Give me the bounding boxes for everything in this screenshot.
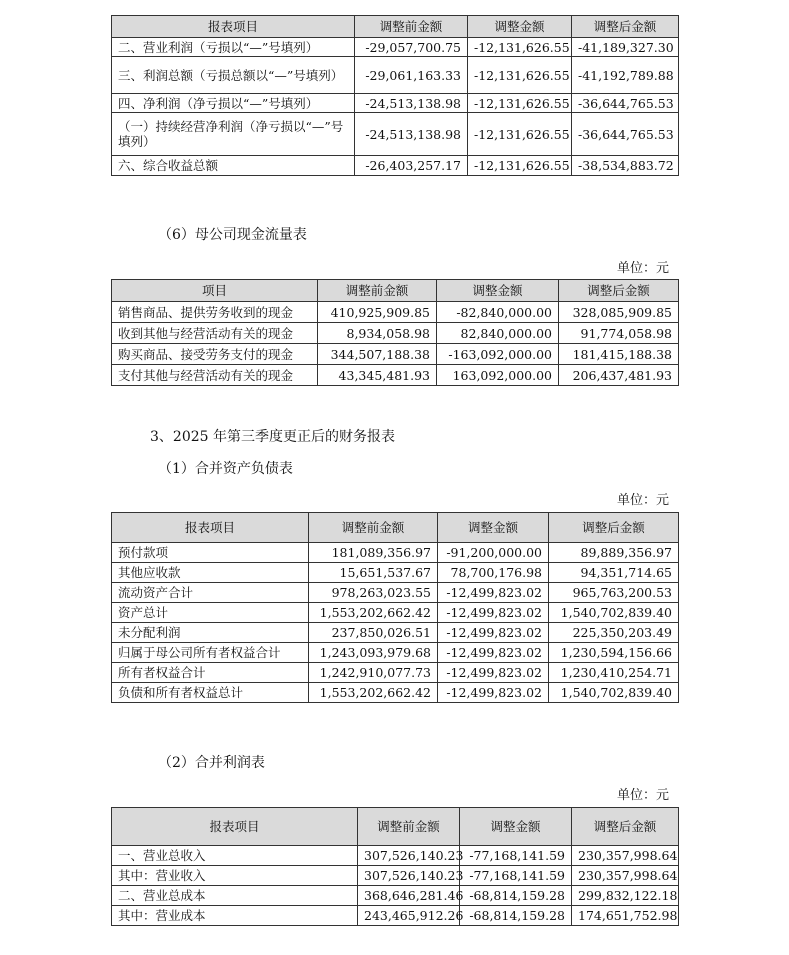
col-header-before: 调整前金额 <box>358 808 460 846</box>
value-before: 1,242,910,077.73 <box>309 663 438 683</box>
table-row <box>112 846 679 866</box>
value-before: -26,403,257.17 <box>355 156 468 176</box>
col-header-after: 调整后金额 <box>559 280 679 302</box>
value-before: 410,925,909.85 <box>318 302 437 323</box>
value-after: 328,085,909.85 <box>559 302 679 323</box>
value-adjustment: -77,168,141.59 <box>460 846 572 866</box>
value-adjustment: -12,131,626.55 <box>468 38 572 57</box>
row-label: 其中：营业成本 <box>112 906 358 926</box>
row-label: 负债和所有者权益总计 <box>112 683 309 703</box>
value-adjustment: -68,814,159.28 <box>460 906 572 926</box>
value-after: 91,774,058.98 <box>559 323 679 344</box>
value-before: 15,651,537.67 <box>309 563 438 583</box>
value-adjustment: -12,499,823.02 <box>438 603 549 623</box>
value-after: 174,651,752.98 <box>572 906 679 926</box>
value-after: -36,644,765.53 <box>572 94 679 113</box>
value-after: 1,540,702,839.40 <box>549 603 679 623</box>
income-statement-table <box>111 807 679 926</box>
value-before: -24,513,138.98 <box>355 113 468 156</box>
value-adjustment: 82,840,000.00 <box>437 323 559 344</box>
value-after: 299,832,122.18 <box>572 886 679 906</box>
row-label: （一）持续经营净利润（净亏损以“—”号填列） <box>112 113 355 156</box>
col-header-adjustment: 调整金额 <box>468 16 572 38</box>
row-label: 所有者权益合计 <box>112 663 309 683</box>
row-label: 归属于母公司所有者权益合计 <box>112 643 309 663</box>
table-row <box>112 866 679 886</box>
table-row <box>112 643 679 663</box>
profit-table-continued <box>111 15 679 176</box>
value-adjustment: -12,499,823.02 <box>438 623 549 643</box>
row-label: 资产总计 <box>112 603 309 623</box>
value-after: -41,192,789.88 <box>572 57 679 94</box>
value-before: 181,089,356.97 <box>309 543 438 563</box>
table-row <box>112 543 679 563</box>
value-before: 344,507,188.38 <box>318 344 437 365</box>
col-header-after: 调整后金额 <box>572 808 679 846</box>
value-adjustment: -12,499,823.02 <box>438 643 549 663</box>
row-label: 其他应收款 <box>112 563 309 583</box>
row-label: 流动资产合计 <box>112 583 309 603</box>
value-before: 307,526,140.23 <box>358 866 460 886</box>
col-header-adjustment: 调整金额 <box>437 280 559 302</box>
col-header-item: 项目 <box>112 280 318 302</box>
value-after: 1,230,594,156.66 <box>549 643 679 663</box>
table-row <box>112 38 679 57</box>
row-label: 购买商品、接受劳务支付的现金 <box>112 344 318 365</box>
row-label: 预付款项 <box>112 543 309 563</box>
row-label: 收到其他与经营活动有关的现金 <box>112 323 318 344</box>
table-row <box>112 365 679 386</box>
value-after: 181,415,188.38 <box>559 344 679 365</box>
value-adjustment: 78,700,176.98 <box>438 563 549 583</box>
value-adjustment: -163,092,000.00 <box>437 344 559 365</box>
row-label: 二、营业总成本 <box>112 886 358 906</box>
table-row <box>112 906 679 926</box>
table-row <box>112 563 679 583</box>
table-row <box>112 623 679 643</box>
value-adjustment: -77,168,141.59 <box>460 866 572 886</box>
value-before: 1,553,202,662.42 <box>309 683 438 703</box>
value-before: 368,646,281.46 <box>358 886 460 906</box>
value-after: 89,889,356.97 <box>549 543 679 563</box>
value-after: 1,230,410,254.71 <box>549 663 679 683</box>
value-adjustment: -68,814,159.28 <box>460 886 572 906</box>
table-row <box>112 344 679 365</box>
table-row <box>112 57 679 94</box>
row-label: 四、净利润（净亏损以“—”号填列） <box>112 94 355 113</box>
cashflow-table <box>111 279 679 386</box>
row-label: 支付其他与经营活动有关的现金 <box>112 365 318 386</box>
value-adjustment: -12,131,626.55 <box>468 94 572 113</box>
table-row <box>112 886 679 906</box>
value-before: -24,513,138.98 <box>355 94 468 113</box>
value-after: -36,644,765.53 <box>572 113 679 156</box>
value-after: 965,763,200.53 <box>549 583 679 603</box>
col-header-before: 调整前金额 <box>309 513 438 543</box>
value-after: 225,350,203.49 <box>549 623 679 643</box>
table-row <box>112 603 679 623</box>
section-title-q3-restated: 3、2025 年第三季度更正后的财务报表 <box>150 429 395 445</box>
col-header-before: 调整前金额 <box>318 280 437 302</box>
value-adjustment: -12,499,823.02 <box>438 583 549 603</box>
col-header-item: 报表项目 <box>112 513 309 543</box>
col-header-after: 调整后金额 <box>549 513 679 543</box>
table-row <box>112 156 679 176</box>
table-row <box>112 323 679 344</box>
col-header-before: 调整前金额 <box>355 16 468 38</box>
value-adjustment: -82,840,000.00 <box>437 302 559 323</box>
value-before: -29,061,163.33 <box>355 57 468 94</box>
value-adjustment: 163,092,000.00 <box>437 365 559 386</box>
table-row <box>112 583 679 603</box>
row-label: 其中：营业收入 <box>112 866 358 886</box>
balance-sheet-table <box>111 512 679 703</box>
section-title-consolidated-balance: （1）合并资产负债表 <box>158 461 293 477</box>
section-title-parent-cashflow: （6）母公司现金流量表 <box>158 227 307 243</box>
value-adjustment: -12,499,823.02 <box>438 663 549 683</box>
col-header-item: 报表项目 <box>112 16 355 38</box>
value-before: 1,553,202,662.42 <box>309 603 438 623</box>
row-label: 未分配利润 <box>112 623 309 643</box>
value-after: 206,437,481.93 <box>559 365 679 386</box>
col-header-adjustment: 调整金额 <box>438 513 549 543</box>
value-before: 8,934,058.98 <box>318 323 437 344</box>
table-row <box>112 94 679 113</box>
section-title-consolidated-income: （2）合并利润表 <box>158 755 265 771</box>
value-before: -29,057,700.75 <box>355 38 468 57</box>
value-after: 230,357,998.64 <box>572 866 679 886</box>
table-row <box>112 663 679 683</box>
table-row <box>112 683 679 703</box>
value-before: 307,526,140.23 <box>358 846 460 866</box>
value-before: 243,465,912.26 <box>358 906 460 926</box>
value-adjustment: -91,200,000.00 <box>438 543 549 563</box>
row-label: 一、营业总收入 <box>112 846 358 866</box>
table-row <box>112 113 679 156</box>
value-before: 237,850,026.51 <box>309 623 438 643</box>
value-adjustment: -12,131,626.55 <box>468 113 572 156</box>
col-header-after: 调整后金额 <box>572 16 679 38</box>
value-after: 1,540,702,839.40 <box>549 683 679 703</box>
row-label: 销售商品、提供劳务收到的现金 <box>112 302 318 323</box>
value-before: 43,345,481.93 <box>318 365 437 386</box>
value-after: -41,189,327.30 <box>572 38 679 57</box>
value-after: -38,534,883.72 <box>572 156 679 176</box>
col-header-adjustment: 调整金额 <box>460 808 572 846</box>
value-after: 94,351,714.65 <box>549 563 679 583</box>
value-adjustment: -12,131,626.55 <box>468 156 572 176</box>
row-label: 六、综合收益总额 <box>112 156 355 176</box>
row-label: 三、利润总额（亏损总额以“—”号填列） <box>112 57 355 94</box>
col-header-item: 报表项目 <box>112 808 358 846</box>
value-adjustment: -12,131,626.55 <box>468 57 572 94</box>
row-label: 二、营业利润（亏损以“—”号填列） <box>112 38 355 57</box>
unit-label: 单位：元 <box>617 788 670 803</box>
unit-label: 单位：元 <box>617 493 670 508</box>
value-before: 1,243,093,979.68 <box>309 643 438 663</box>
value-after: 230,357,998.64 <box>572 846 679 866</box>
unit-label: 单位：元 <box>617 261 670 276</box>
value-adjustment: -12,499,823.02 <box>438 683 549 703</box>
table-row <box>112 302 679 323</box>
value-before: 978,263,023.55 <box>309 583 438 603</box>
